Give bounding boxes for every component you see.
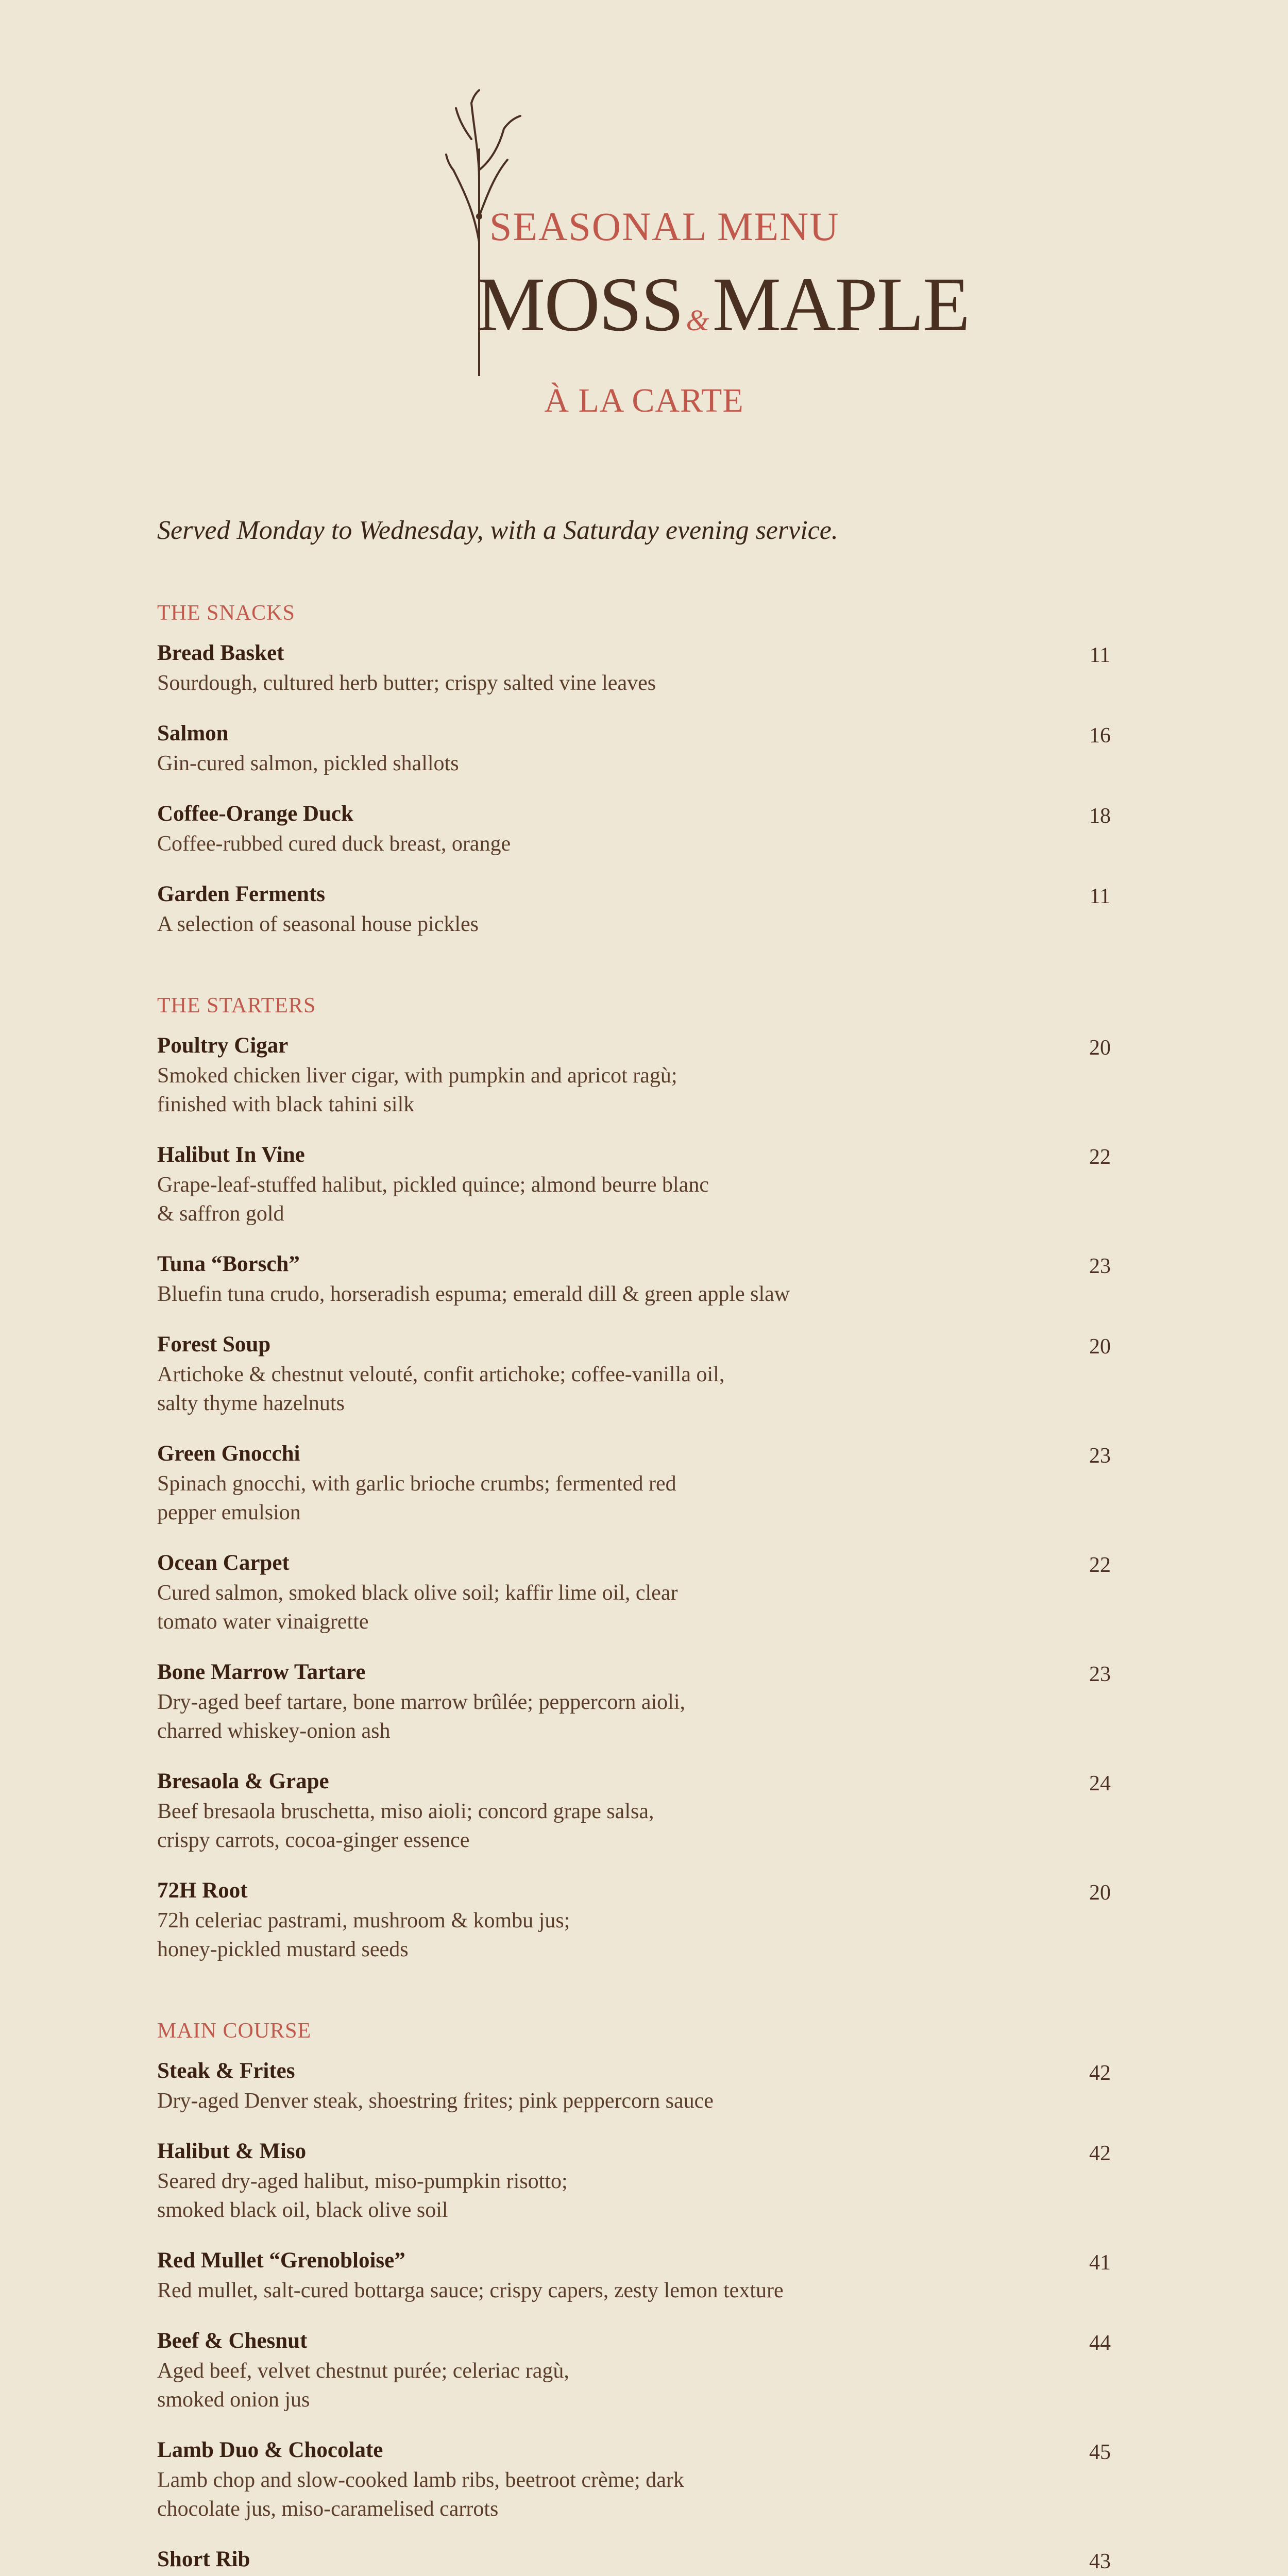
item-name: Beef & Chesnut: [157, 2329, 308, 2353]
item-price: 42: [1089, 2142, 1111, 2165]
item-price: 41: [1089, 2251, 1111, 2275]
item-price: 20: [1089, 1335, 1111, 1359]
item-description: Grape-leaf-stuffed halibut, pickled quince; almond beurre blanc & saffron gold: [157, 1173, 709, 1226]
item-price: 20: [1089, 1036, 1111, 1060]
menu-item: [157, 1548, 1136, 1636]
menu-item: [157, 2245, 1136, 2305]
item-name: Short Rib: [157, 2547, 250, 2571]
menu-item: [157, 2435, 1136, 2523]
menu-item: [157, 2136, 1136, 2225]
menu-list: [157, 598, 1136, 2576]
item-description: Dry-aged Denver steak, shoestring frites; pink peppercorn sauce: [157, 2089, 714, 2113]
item-price: 43: [1089, 2550, 1111, 2573]
item-name: Ocean Carpet: [157, 1551, 290, 1575]
menu-item: [157, 1766, 1136, 1855]
menu-section: [157, 2015, 1136, 2576]
menu-header: [0, 88, 1288, 417]
menu-item: [157, 638, 1136, 698]
item-price: 23: [1089, 1255, 1111, 1278]
menu-section: [157, 598, 1136, 939]
item-description: Bluefin tuna crudo, horseradish espuma; emerald dill & green apple slaw: [157, 1282, 790, 1306]
item-price: 44: [1089, 2331, 1111, 2355]
item-description: Seared dry-aged halibut, miso-pumpkin risotto; smoked black oil, black olive soil: [157, 2170, 568, 2222]
item-name: Bresaola & Grape: [157, 1769, 329, 1793]
item-description: A selection of seasonal house pickles: [157, 912, 479, 936]
item-price: 23: [1089, 1663, 1111, 1686]
item-name: Steak & Frites: [157, 2059, 295, 2083]
item-price: 22: [1089, 1145, 1111, 1169]
seasonal-menu-label: SEASONAL MENU: [489, 204, 840, 249]
item-description: Sourdough, cultured herb butter; crispy salted vine leaves: [157, 671, 656, 695]
menu-type-title: À LA CARTE: [544, 382, 744, 419]
item-name: Coffee-Orange Duck: [157, 802, 353, 826]
item-price: 18: [1089, 804, 1111, 828]
menu-item: [157, 2544, 1136, 2576]
item-description: Lamb chop and slow-cooked lamb ribs, beetroot crème; dark chocolate jus, miso-caramelised carrots: [157, 2468, 684, 2521]
item-price: 20: [1089, 1881, 1111, 1905]
item-name: Tuna “Borsch”: [157, 1252, 300, 1276]
item-price: 23: [1089, 1444, 1111, 1468]
item-name: 72H Root: [157, 1878, 248, 1903]
item-description: 72h celeriac pastrami, mushroom & kombu jus; honey-pickled mustard seeds: [157, 1909, 570, 1961]
menu-item: [157, 1140, 1136, 1228]
item-price: 11: [1089, 885, 1111, 908]
item-description: Artichoke & chestnut velouté, confit artichoke; coffee-vanilla oil, salty thyme hazelnuts: [157, 1363, 725, 1415]
item-price: 22: [1089, 1553, 1111, 1577]
item-name: Red Mullet “Grenobloise”: [157, 2248, 405, 2273]
brand-ampersand: &: [686, 303, 709, 337]
menu-item: [157, 799, 1136, 858]
item-price: 11: [1089, 643, 1111, 667]
item-price: 42: [1089, 2061, 1111, 2085]
section-title: THE SNACKS: [157, 601, 295, 625]
item-name: Bone Marrow Tartare: [157, 1660, 366, 1684]
menu-section: [157, 990, 1136, 1964]
menu-item: [157, 1438, 1136, 1527]
item-name: Salmon: [157, 721, 229, 745]
item-name: Bread Basket: [157, 641, 284, 665]
menu-item: [157, 879, 1136, 939]
menu-item: [157, 1249, 1136, 1309]
menu-item: [157, 718, 1136, 778]
item-description: Spinach gnocchi, with garlic brioche crumbs; fermented red pepper emulsion: [157, 1472, 676, 1524]
brand-name-right: MAPLE: [712, 262, 970, 347]
section-title: MAIN COURSE: [157, 2019, 312, 2043]
item-name: Green Gnocchi: [157, 1442, 300, 1466]
menu-item: [157, 1657, 1136, 1745]
item-description: Gin-cured salmon, pickled shallots: [157, 752, 459, 775]
brand-logotype: [477, 260, 969, 349]
brand-name-left: MOSS: [477, 262, 683, 347]
item-description: Dry-aged beef tartare, bone marrow brûlée; peppercorn aioli, charred whiskey-onion ash: [157, 1690, 686, 1743]
item-description: Smoked chicken liver cigar, with pumpkin and apricot ragù; finished with black tahini silk: [157, 1064, 677, 1116]
item-name: Halibut & Miso: [157, 2139, 307, 2163]
menu-item: [157, 1329, 1136, 1418]
item-name: Forest Soup: [157, 1332, 271, 1357]
item-name: Halibut In Vine: [157, 1143, 305, 1167]
menu-item: [157, 2326, 1136, 2414]
item-description: Aged beef, velvet chestnut purée; celeriac ragù, smoked onion jus: [157, 2359, 569, 2412]
menu-item: [157, 2056, 1136, 2115]
section-title: THE STARTERS: [157, 994, 316, 1018]
menu-item: [157, 1030, 1136, 1119]
item-name: Lamb Duo & Chocolate: [157, 2438, 383, 2462]
service-note: Served Monday to Wednesday, with a Saturday evening service.: [157, 516, 838, 545]
item-price: 24: [1089, 1772, 1111, 1795]
item-price: 16: [1089, 724, 1111, 748]
item-description: Cured salmon, smoked black olive soil; kaffir lime oil, clear tomato water vinaigrette: [157, 1581, 678, 1634]
menu-item: [157, 1875, 1136, 1964]
item-name: Garden Ferments: [157, 882, 326, 906]
item-description: Beef bresaola bruschetta, miso aioli; concord grape salsa, crispy carrots, cocoa-ginger essence: [157, 1800, 654, 1852]
item-description: Coffee-rubbed cured duck breast, orange: [157, 832, 511, 856]
item-price: 45: [1089, 2441, 1111, 2464]
item-description: Red mullet, salt-cured bottarga sauce; crispy capers, zesty lemon texture: [157, 2279, 784, 2302]
item-name: Poultry Cigar: [157, 1033, 289, 1058]
